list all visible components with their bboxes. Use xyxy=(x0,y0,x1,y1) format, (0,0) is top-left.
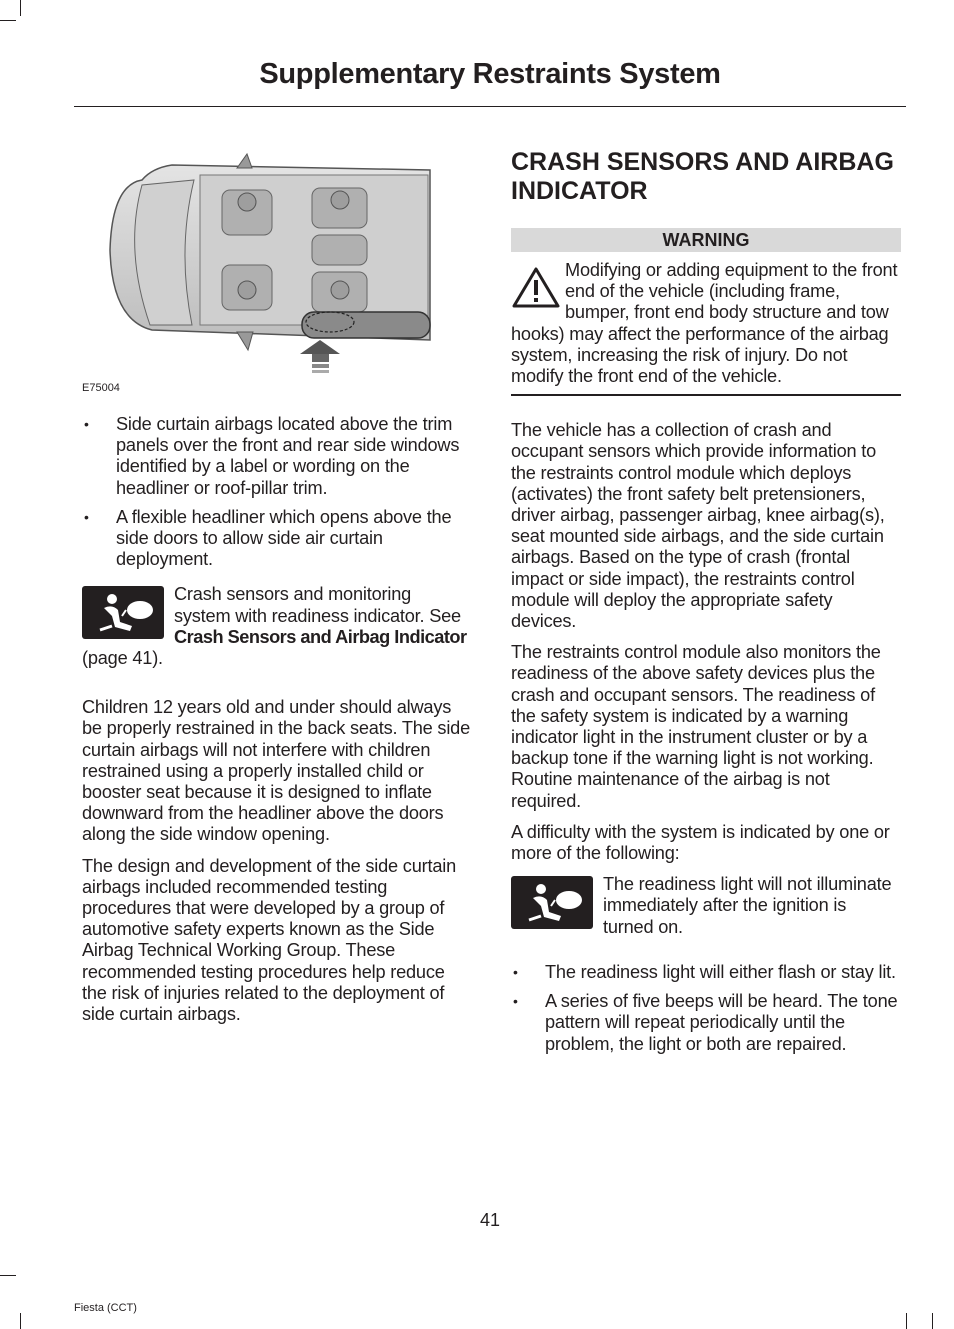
icon-note-text: The readiness light will not illuminate immediately after the ignition is turned on. xyxy=(603,874,892,937)
list-item: • Side curtain airbags located above the trim panels over the front and rear side windows identified by a label or wording on the headliner or roof-pillar trim. xyxy=(82,414,470,499)
list-item: • A flexible headliner which opens above the side doors to allow side air curtain deployment. xyxy=(82,507,470,571)
cross-reference-link[interactable]: Crash Sensors and Airbag Indicator xyxy=(174,626,467,647)
list-item: • The readiness light will either flash or stay lit. xyxy=(511,962,901,983)
warning-box xyxy=(511,260,901,396)
paragraph: The design and development of the side curtain airbags included recommended testing procedures that were developed by a group of automotive safety experts known as the Side Airbag Technical Working Group. These recommended testing procedures help reduce the risk of injuries related to the deployment of side curtain airbags. xyxy=(82,855,456,1025)
crop-mark xyxy=(20,1313,21,1329)
car-airbag-illustration xyxy=(82,140,470,402)
warning-text: Modifying or adding equipment to the front end of the vehicle (including frame, bumper, front end body structure and tow hooks) may affect the performance of the airbag system, increasing the risk of injury. Do not modify the front end of the vehicle. xyxy=(511,260,898,387)
bullet-list xyxy=(511,962,901,1055)
airbag-warning-icon xyxy=(511,876,593,929)
title-divider xyxy=(74,106,906,107)
section-heading: CRASH SENSORS AND AIRBAG INDICATOR xyxy=(511,148,894,205)
paragraph: The restraints control module also monitors the readiness of the above safety devices plus the crash and occupant sensors. The readiness of the safety system is indicated by a warning indicator light in the instrument cluster or by a backup tone if the warning light is not working. Routine maintenance of the airbag is not required. xyxy=(511,642,881,811)
footer-model-label: Fiesta (CCT) xyxy=(74,1302,137,1314)
crop-mark xyxy=(20,0,21,16)
figure-id: E75004 xyxy=(82,382,120,394)
warning-triangle-icon xyxy=(511,266,561,310)
list-item: • A series of five beeps will be heard. The tone pattern will repeat periodically until the problem, the light or both are repaired. xyxy=(511,991,901,1055)
warning-label: WARNING xyxy=(511,228,901,252)
icon-note xyxy=(511,874,901,952)
page-title: Supplementary Restraints System xyxy=(259,58,721,90)
icon-note xyxy=(82,584,470,669)
crop-mark xyxy=(906,1313,907,1329)
airbag-warning-icon xyxy=(82,586,164,639)
paragraph: The vehicle has a collection of crash and occupant sensors which provide information to the restraints control module which deploys (activates) the front safety belt pretensioners, driver airbag, passenger airbag, knee airbag(s), seat mounted side airbags, and the side curtain airbags. Based on the type of crash (frontal impact or side impact), the restraints control module will deploy the appropriate safety devices. xyxy=(511,420,885,632)
crop-mark xyxy=(932,1313,933,1329)
right-column xyxy=(511,140,901,1063)
bullet-list xyxy=(82,414,470,570)
car-top-view-image xyxy=(82,140,470,380)
crop-mark xyxy=(0,20,16,21)
page-number: 41 xyxy=(479,1210,501,1230)
left-column xyxy=(82,140,470,1035)
page-reference: (page 41). xyxy=(82,648,163,669)
paragraph: A difficulty with the system is indicated by one or more of the following: xyxy=(511,821,890,864)
icon-note-text: Crash sensors and monitoring system with readiness indicator. See xyxy=(174,584,461,626)
crop-mark xyxy=(0,1275,16,1276)
paragraph: Children 12 years old and under should always be properly restrained in the back seats. The side curtain airbags will not interfere with children restrained using a properly installed child or booster seat because it is designed to inflate downward from the headliner above the doors along the side window opening. xyxy=(82,697,470,845)
